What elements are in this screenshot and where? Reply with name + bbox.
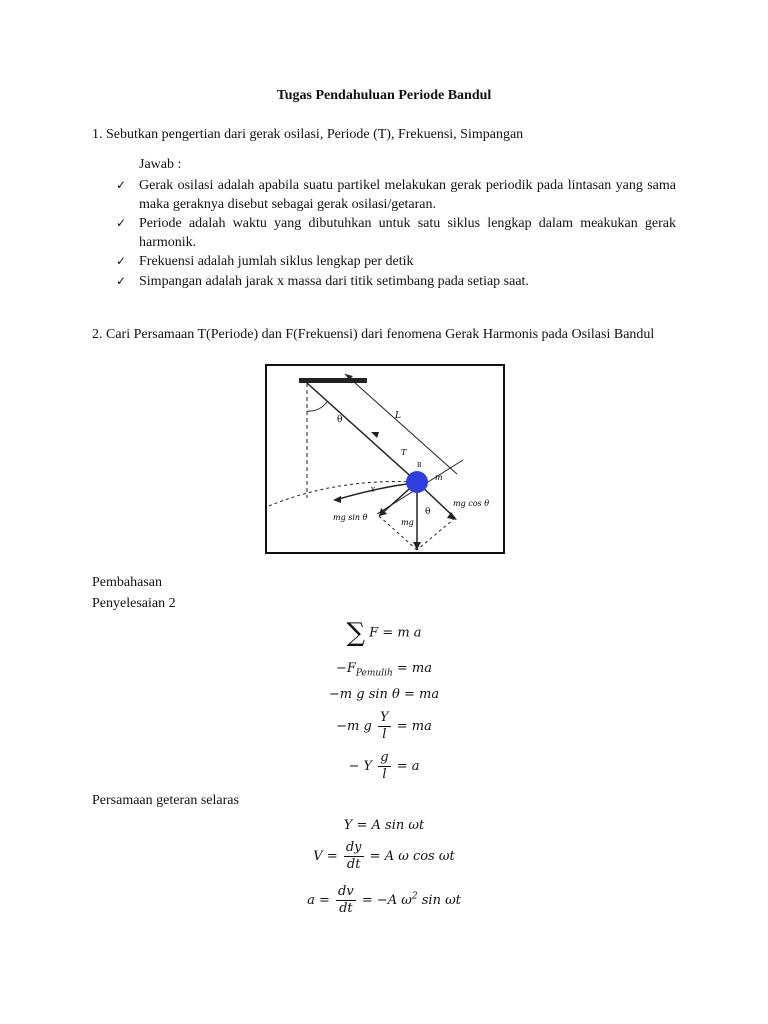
- label-b: B: [417, 462, 422, 469]
- answer-text: Simpangan adalah jarak x massa dari titik setimbang pada setiap saat.: [139, 274, 529, 289]
- equation-displacement: Y = A sin ωt: [343, 818, 425, 833]
- equation-sine: −m g sin θ = ma: [328, 687, 440, 702]
- label-y: Y: [371, 487, 375, 494]
- check-mark-icon: ✓: [116, 178, 127, 192]
- label-mg: mg: [401, 518, 414, 527]
- label-length: L: [395, 411, 401, 421]
- fraction: $\frac{Y}{l}$: [379, 710, 389, 742]
- equation-velocity: V = $\frac{dy}{dt}$ = A ω cos ωt: [313, 840, 455, 872]
- section-pembahasan: Pembahasan: [92, 575, 162, 590]
- length-arrow: [345, 374, 457, 474]
- check-mark-icon: ✓: [116, 254, 127, 268]
- label-theta-bottom: θ: [425, 507, 431, 517]
- answer-item: [116, 176, 676, 214]
- label-theta-top: θ: [337, 415, 343, 425]
- equation-restoring-force: $-F_{Pemulih}$ = ma: [335, 661, 433, 679]
- document-title: Tugas Pendahuluan Periode Bandul: [276, 88, 492, 103]
- answer-text: Gerak osilasi adalah apabila suatu partikel melakukan gerak periodik pada lintasan yang sama maka geraknya disebut sebagai gerak osilasi/getaran.: [139, 178, 676, 212]
- answer-item: [116, 272, 676, 291]
- section-penyelesaian: Penyelesaian 2: [92, 596, 176, 611]
- answer-label: Jawab :: [139, 157, 182, 172]
- label-mg-cos: mg cos θ: [453, 499, 490, 508]
- pendulum-string: [307, 383, 417, 482]
- fraction: $\frac{g}{l}$: [380, 750, 389, 782]
- pendulum-diagram: [265, 364, 505, 554]
- equation-acceleration: − Y $\frac{g}{l}$ = a: [348, 750, 420, 782]
- fraction: $\frac{dv}{dt}$: [338, 884, 354, 916]
- pendulum-svg: [267, 366, 503, 552]
- ceiling-support: [299, 378, 367, 383]
- label-mg-sin: mg sin θ: [333, 513, 368, 522]
- equation-ratio: −m g $\frac{Y}{l}$ = ma: [336, 710, 432, 742]
- pendulum-bob: [406, 471, 428, 493]
- label-tension: T: [401, 448, 407, 457]
- sum-symbol: ∑: [346, 618, 366, 648]
- answer-item: [116, 214, 676, 252]
- fraction: $\frac{dy}{dt}$: [345, 840, 362, 872]
- equation-acceleration-harmonic: a = $\frac{dv}{dt}$ = −A $\omega^2$ sin ωt: [307, 884, 461, 916]
- answer-text: Periode adalah waktu yang dibutuhkan untuk satu siklus lengkap dalam meakukan gerak harmonik.: [139, 216, 676, 250]
- question-1: 1. Sebutkan pengertian dari gerak osilasi, Periode (T), Frekuensi, Simpangan: [92, 127, 524, 142]
- label-mass: m: [435, 473, 443, 482]
- equation-newton: ∑ F = m a: [346, 618, 422, 648]
- check-mark-icon: ✓: [116, 274, 127, 288]
- answer-item: [116, 252, 676, 271]
- section-persamaan: Persamaan geteran selaras: [92, 793, 239, 808]
- question-2: 2. Cari Persamaan T(Periode) dan F(Frekuensi) dari fenomena Gerak Harmonis pada Osilasi Bandul: [92, 327, 655, 342]
- answer-text: Frekuensi adalah jumlah siklus lengkap per detik: [139, 254, 414, 269]
- check-mark-icon: ✓: [116, 216, 127, 230]
